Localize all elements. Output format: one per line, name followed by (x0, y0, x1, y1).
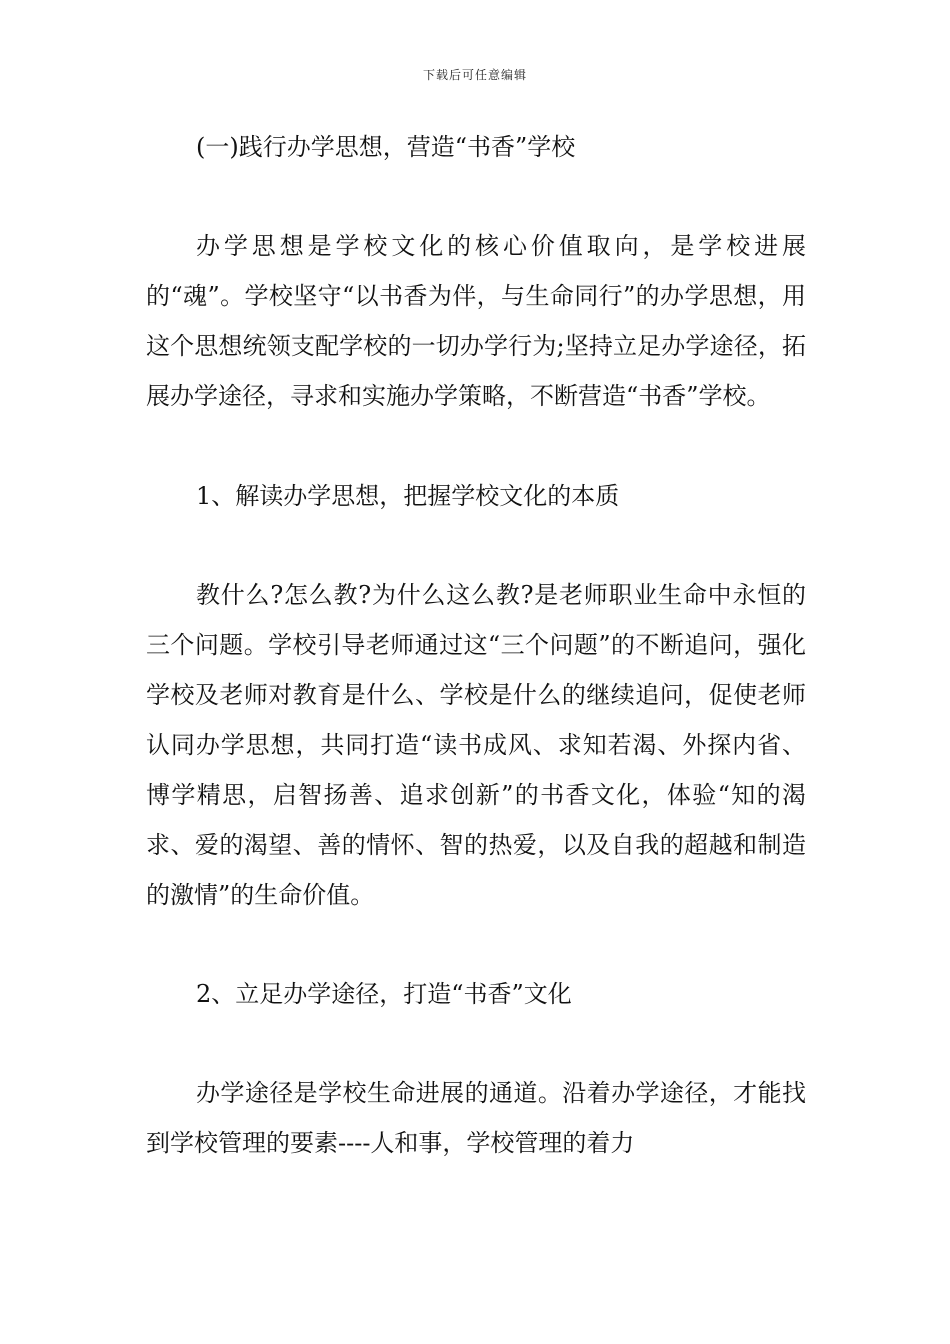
subheading-2: 2、立足办学途径，打造“书香”文化 (196, 980, 572, 1008)
page-header-note: 下载后可任意编辑 (422, 68, 527, 82)
document-body (146, 122, 806, 1168)
section-heading: (一)践行办学思想，营造“书香”学校 (196, 133, 576, 161)
paragraph-1: 办学思想是学校文化的核心价值取向，是学校进展的“魂”。学校坚守“以书香为伴，与生命同行”的办学思想，用这个思想统领支配学校的一切办学行为;坚持立足办学途径，拓展办学途径，寻求和实施办学策略，不断营造“书香”学校。 (146, 232, 806, 410)
paragraph-2: 教什么?怎么教?为什么这么教?是老师职业生命中永恒的三个问题。学校引导老师通过这“三个问题”的不断追问，强化学校及老师对教育是什么、学校是什么的继续追问，促使老师认同办学思想，共同打造“读书成风、求知若渴、外探内省、博学精思，启智扬善、追求创新”的书香文化，体验“知的渴求、爱的渴望、善的情怀、智的热爱，以及自我的超越和制造的激情”的生命价值。 (146, 581, 806, 909)
subheading-1: 1、解读办学思想，把握学校文化的本质 (196, 482, 620, 510)
paragraph-3: 办学途径是学校生命进展的通道。沿着办学途径，才能找到学校管理的要素----人和事，学校管理的着力 (146, 1079, 806, 1157)
